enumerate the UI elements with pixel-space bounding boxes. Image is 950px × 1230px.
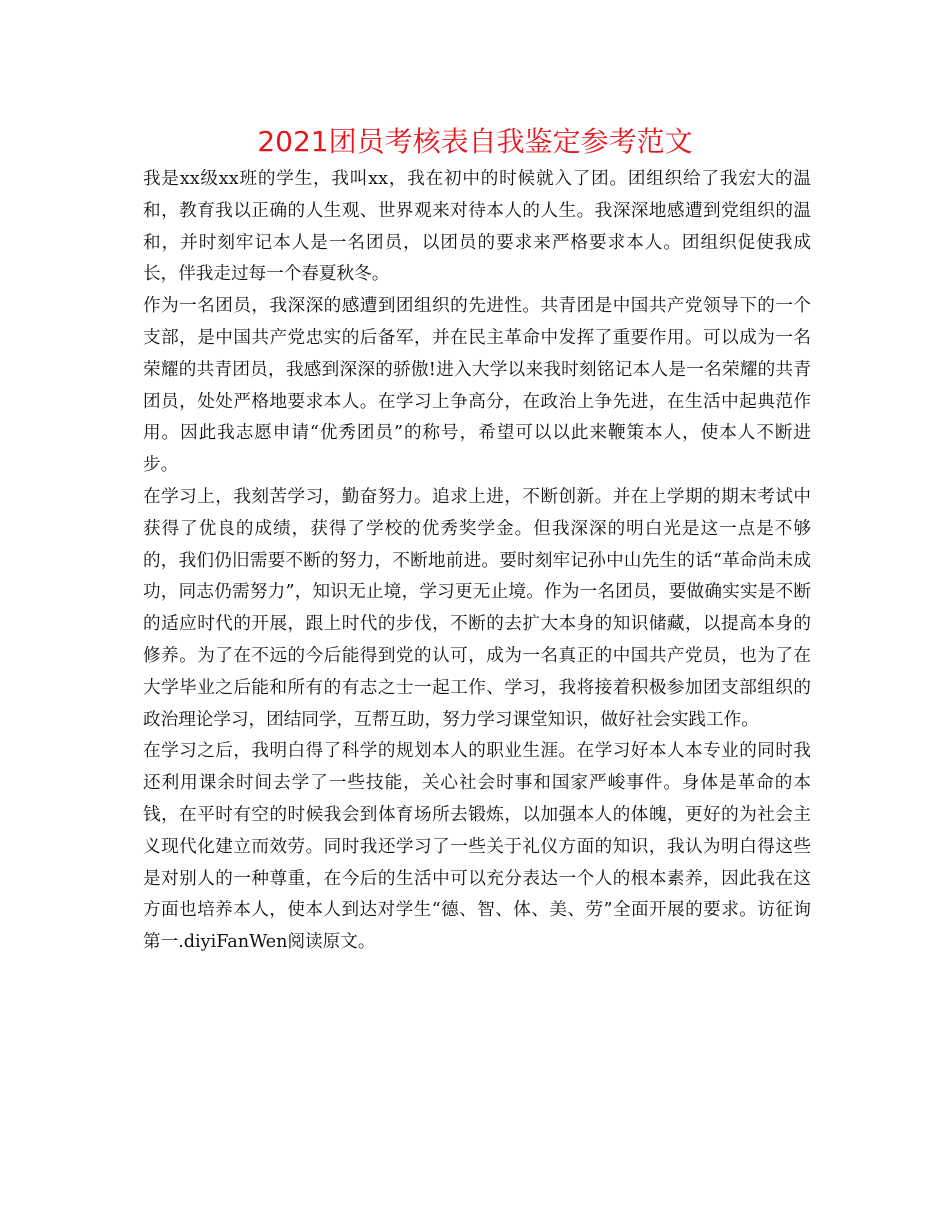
document-body xyxy=(143,164,811,959)
paragraph-1: 我是xx级xx班的学生，我叫xx，我在初中的时候就入了团。团组织给了我宏大的温和，教育我以正确的人生观、世界观来对待本人的人生。我深深地感遭到党组织的温和，并时刻牢记本人是一名团员，以团员的要求来严格要求本人。团组织促使我成长，伴我走过每一个春夏秋冬。 xyxy=(143,169,811,285)
paragraph-4: 在学习之后，我明白得了科学的规划本人的职业生涯。在学习好本人本专业的同时我还利用课余时间去学了一些技能，关心社会时事和国家严峻事件。身体是革命的本钱，在平时有空的时候我会到体育场所去锻炼，以加强本人的体魄，更好的为社会主义现代化建立而效劳。同时我还学习了一些关于礼仪方面的知识，我认为明白得这些是对别人的一种尊重，在今后的生活中可以充分表达一个人的根本素养，因此我在这方面也培养本人，使本人到达对学生“德、智、体、美、劳”全面开展的要求。访征询第一.diyiFanWen阅读原文。 xyxy=(143,741,811,953)
document-title: 2021团员考核表自我鉴定参考范文 xyxy=(257,125,693,158)
paragraph-3: 在学习上，我刻苦学习，勤奋努力。追求上进，不断创新。并在上学期的期末考试中获得了优良的成绩，获得了学校的优秀奖学金。但我深深的明白光是这一点是不够的，我们仍旧需要不断的努力，不断地前进。要时刻牢记孙中山先生的话“革命尚未成功，同志仍需努力”，知识无止境，学习更无止境。作为一名团员，要做确实实是不断的适应时代的开展，跟上时代的步伐，不断的去扩大本身的知识储藏，以提高本身的修养。为了在不远的今后能得到党的认可，成为一名真正的中国共产党员，也为了在大学毕业之后能和所有的有志之士一起工作、学习，我将接着积极参加团支部组织的政治理论学习，团结同学，互帮互助，努力学习课堂知识，做好社会实践工作。 xyxy=(143,486,811,730)
paragraph-2: 作为一名团员，我深深的感遭到团组织的先进性。共青团是中国共产党领导下的一个支部，是中国共产党忠实的后备军，并在民主革命中发挥了重要作用。可以成为一名荣耀的共青团员，我感到深深的骄傲!进入大学以来我时刻铭记本人是一名荣耀的共青团员，处处严格地要求本人。在学习上争高分，在政治上争先进，在生活中起典范作用。因此我志愿申请“优秀团员”的称号，希望可以以此来鞭策本人，使本人不断进步。 xyxy=(143,296,811,476)
